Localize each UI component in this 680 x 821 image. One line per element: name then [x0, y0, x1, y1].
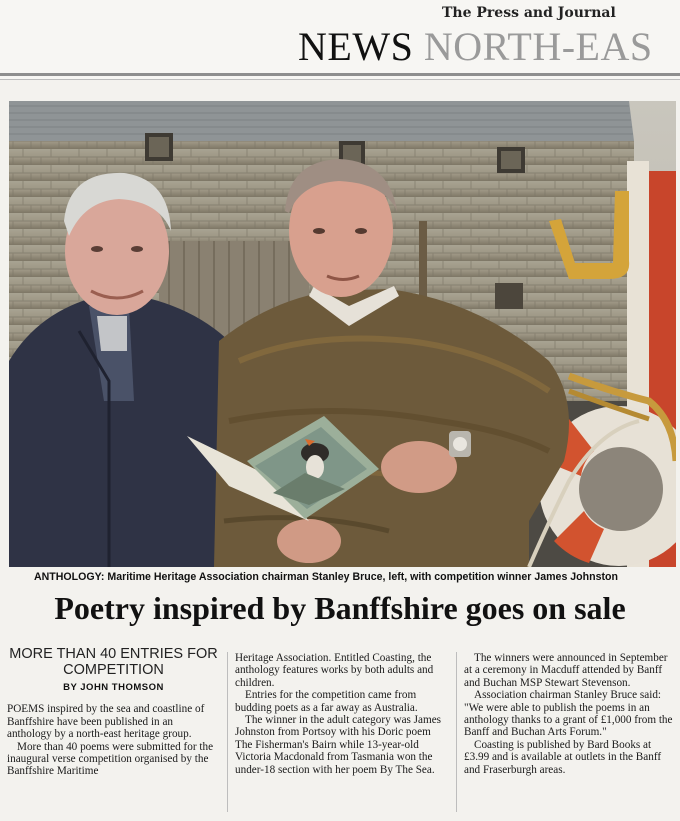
column-divider [227, 652, 228, 812]
section-title [298, 23, 653, 70]
section-title-news: NEWS [298, 24, 414, 69]
masthead-rule [0, 73, 680, 76]
article-photo [9, 101, 676, 567]
article-column-1 [7, 646, 220, 778]
paper-name: The Press and Journal [442, 5, 616, 21]
article-column-3 [464, 652, 676, 776]
article-column-2 [235, 652, 447, 776]
photo-caption: ANTHOLOGY: Maritime Heritage Association chairman Stanley Bruce, left, with competition winner James Johnston [34, 571, 618, 583]
paragraph: The winner in the adult category was James Johnston from Portsoy with his Doric poem The Fisherman's Bairn while 13-year-old Victoria Macdonald from Tasmania won the under-18 section with her poem By The Sea. [235, 714, 442, 776]
headline: Poetry inspired by Banffshire goes on sale [54, 590, 626, 626]
masthead [0, 0, 680, 80]
paragraph: More than 40 poems were submitted for the inaugural verse competition organised by the Banffshire Maritime [7, 740, 214, 778]
section-title-region: NORTH-EAS [423, 24, 653, 69]
subheadline: MORE THAN 40 ENTRIES FOR COMPETITION [9, 646, 218, 678]
paragraph: Heritage Association. Entitled Coasting, the anthology features works by both adults and children. [235, 652, 434, 689]
paragraph: POEMS inspired by the sea and coastline of Banffshire have been published in an anthology by a north-east heritage group. [7, 703, 205, 741]
column-divider [456, 652, 457, 812]
paragraph: Entries for the competition came from budding poets as a far away as Australia. [235, 689, 418, 714]
masthead-rule-thin [0, 79, 680, 80]
byline: BY JOHN THOMSON [63, 682, 164, 693]
paragraph: The winners were announced in September at a ceremony in Macduff attended by Banff and Buchan MSP Stewart Stevenson. [464, 652, 668, 689]
paragraph: Association chairman Stanley Bruce said: "We were able to publish the poems in an anthology thanks to a grant of £1,000 from the Banff and Buchan Arts Forum." [464, 689, 673, 739]
paragraph: Coasting is published by Bard Books at £3.99 and is available at outlets in the Banff and Fraserburgh areas. [464, 738, 662, 776]
